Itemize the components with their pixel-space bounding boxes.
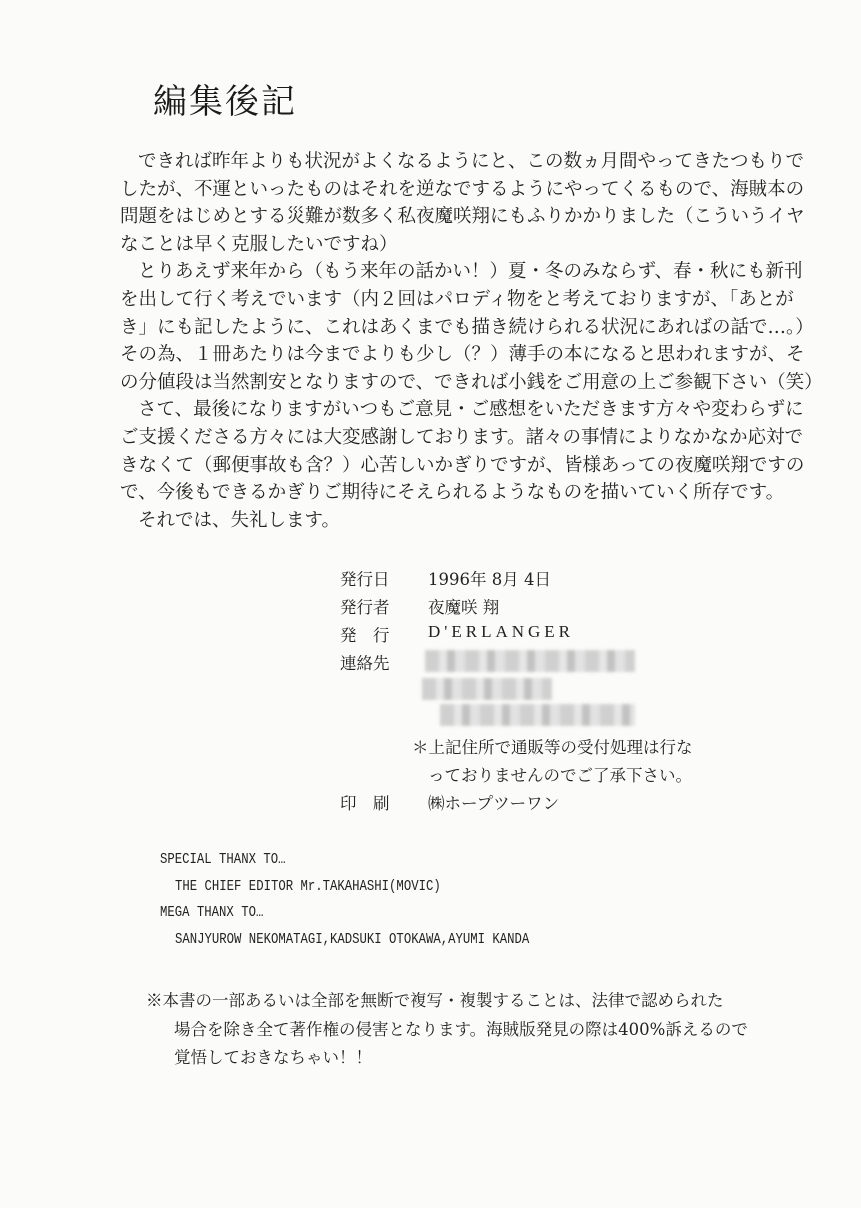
redacted-phone [440,704,635,726]
thanks-heading: SPECIAL THANX TO… [160,851,286,868]
date-label: 発行日 [340,570,390,589]
notice-line: ※本書の一部あるいは全部を無断で複写・複製することは、法律で認められた [146,991,724,1010]
printer-label: 印 刷 [340,794,390,813]
printer-value: ㈱ホープツーワン [428,794,560,813]
body-line: とりあえず来年から（もう来年の話かい！）夏・冬のみならず、春・秋にも新刊 [138,261,803,283]
body-line: 問題をはじめとする災難が数多く私夜魔咲翔にもふりかかりました（こういうイヤ [120,206,805,228]
body-line: その為、１冊あたりは今までよりも少し（？）薄手の本になると思われますが、そ [120,344,805,366]
body-line: なことは早く克服したいですね） [120,233,398,255]
issuer-label: 発 行 [340,626,390,645]
body-line: で、今後もできるかぎりご期待にそえられるようなものを描いていく所存です。 [120,482,785,504]
body-line: き」にも記したように、これはあくまでも描き続けられる状況にあればの話で…。） [120,316,814,338]
contact-label: 連絡先 [340,654,390,673]
redacted-address [422,678,552,700]
body-line: それでは、失礼します。 [138,509,341,531]
body-line: したが、不運といったものはそれを逆なでするようにやってくるもので、海賊本の [120,178,805,200]
thanks-heading: MEGA THANX TO… [160,904,264,921]
body-line: を出して行く考えでいます（内２回はパロディ物をと考えておりますが、「あとが [120,288,794,310]
body-line: の分値段は当然割安となりますので、できれば小銭をご用意の上ご参観下さい（笑） [120,371,823,393]
contact-note: っておりませんのでご了承下さい。 [428,766,692,785]
body-line: できれば昨年よりも状況がよくなるようにと、この数ヵ月間やってきたつもりで [138,151,805,172]
publisher-label: 発行者 [340,598,390,617]
issuer-value: D'ERLANGER [428,622,575,641]
publisher-value: 夜魔咲 翔 [428,598,500,617]
body-line: さて、最後になりますがいつもご意見・ご感想をいただきます方々や変わらずに [138,399,804,421]
page-title: 編集後記 [153,82,297,122]
contact-note: ＊上記住所で通販等の受付処理は行な [412,738,693,757]
thanks-name: THE CHIEF EDITOR Mr.TAKAHASHI(MOVIC) [175,878,441,895]
redacted-address [425,650,635,672]
afterword-body [120,148,823,534]
body-line: きなくて（郵便事故も含？）心苦しいかぎりですが、皆様あっての夜魔咲翔ですの [120,454,805,476]
thanks-name: SANJYUROW NEKOMATAGI,KADSUKI OTOKAWA,AYUMI KANDA [175,931,530,948]
body-line: ご支援くださる方々には大変感謝しております。諸々の事情によりなかなか応対で [120,426,804,448]
date-value: 1996年 8月 4日 [428,570,551,589]
notice-line: 覚悟しておきなちゃい！！ [174,1048,372,1067]
notice-line: 場合を除き全て著作権の侵害となります。海賊版発見の際は400%訴えるので [174,1020,748,1039]
